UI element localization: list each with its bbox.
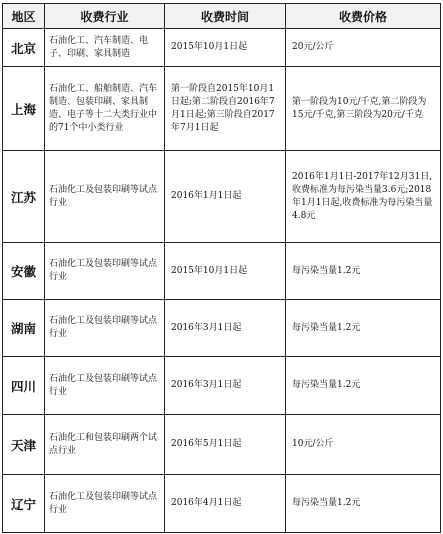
industry-cell: 石油化工及包装印刷等试点行业: [45, 243, 165, 300]
header-price: 收费价格: [286, 4, 441, 29]
region-cell: 江苏: [3, 151, 45, 243]
price-cell: 每污染当量1.2元: [286, 475, 441, 533]
table-row: [3, 357, 441, 415]
region-cell: 湖南: [3, 300, 45, 357]
table-row: [3, 415, 441, 475]
time-cell: 2016年1月1日起: [165, 151, 286, 243]
table-row: [3, 300, 441, 357]
region-cell: 辽宁: [3, 475, 45, 533]
time-cell: 2015年10月1日起: [165, 243, 286, 300]
table-row: [3, 29, 441, 67]
time-cell: 2016年3月1日起: [165, 300, 286, 357]
industry-cell: 石油化工、船舶制造、汽车制造、包装印刷、家具制造、电子等十二大类行业中的71个中小类行业: [45, 67, 165, 151]
industry-cell: 石油化工及包装印刷等试点行业: [45, 151, 165, 243]
price-cell: 10元/公斤: [286, 415, 441, 475]
industry-cell: 石油化工及包装印刷等试点行业: [45, 300, 165, 357]
header-time: 收费时间: [165, 4, 286, 29]
time-cell: 2015年10月1日起: [165, 29, 286, 67]
time-cell: 2016年4月1日起: [165, 475, 286, 533]
price-cell: 2016年1月1日-2017年12月31日,收费标准为每污染当量3.6元;2018年1月1日起,收费标准为每污染当量4.8元: [286, 151, 441, 243]
industry-cell: 石油化工、汽车制造、电子、印刷、家具制造: [45, 29, 165, 67]
price-cell: 每污染当量1.2元: [286, 357, 441, 415]
table-row: [3, 243, 441, 300]
industry-cell: 石油化工和包装印刷两个试点行业: [45, 415, 165, 475]
industry-cell: 石油化工及包装印刷等试点行业: [45, 357, 165, 415]
industry-cell: 石油化工及包装印刷等试点行业: [45, 475, 165, 533]
time-cell: 2016年5月1日起: [165, 415, 286, 475]
table-row: [3, 67, 441, 151]
region-cell: 上海: [3, 67, 45, 151]
header-industry: 收费行业: [45, 4, 165, 29]
region-cell: 北京: [3, 29, 45, 67]
table-body: [3, 29, 441, 533]
time-cell: 第一阶段自2015年10月1日起;第二阶段自2016年7月1日起;第三阶段自2017年7月1日起: [165, 67, 286, 151]
header-region: 地区: [3, 4, 45, 29]
price-cell: 每污染当量1.2元: [286, 243, 441, 300]
price-cell: 20元/公斤: [286, 29, 441, 67]
time-cell: 2016年3月1日起: [165, 357, 286, 415]
region-cell: 安徽: [3, 243, 45, 300]
table-row: [3, 151, 441, 243]
region-cell: 四川: [3, 357, 45, 415]
table-row: [3, 475, 441, 533]
table-header: [3, 4, 441, 29]
fee-table: [2, 3, 441, 533]
region-cell: 天津: [3, 415, 45, 475]
price-cell: 第一阶段为10元/千克,第二阶段为15元/千克,第三阶段为20元/千克: [286, 67, 441, 151]
header-row: [3, 4, 441, 29]
price-cell: 每污染当量1.2元: [286, 300, 441, 357]
